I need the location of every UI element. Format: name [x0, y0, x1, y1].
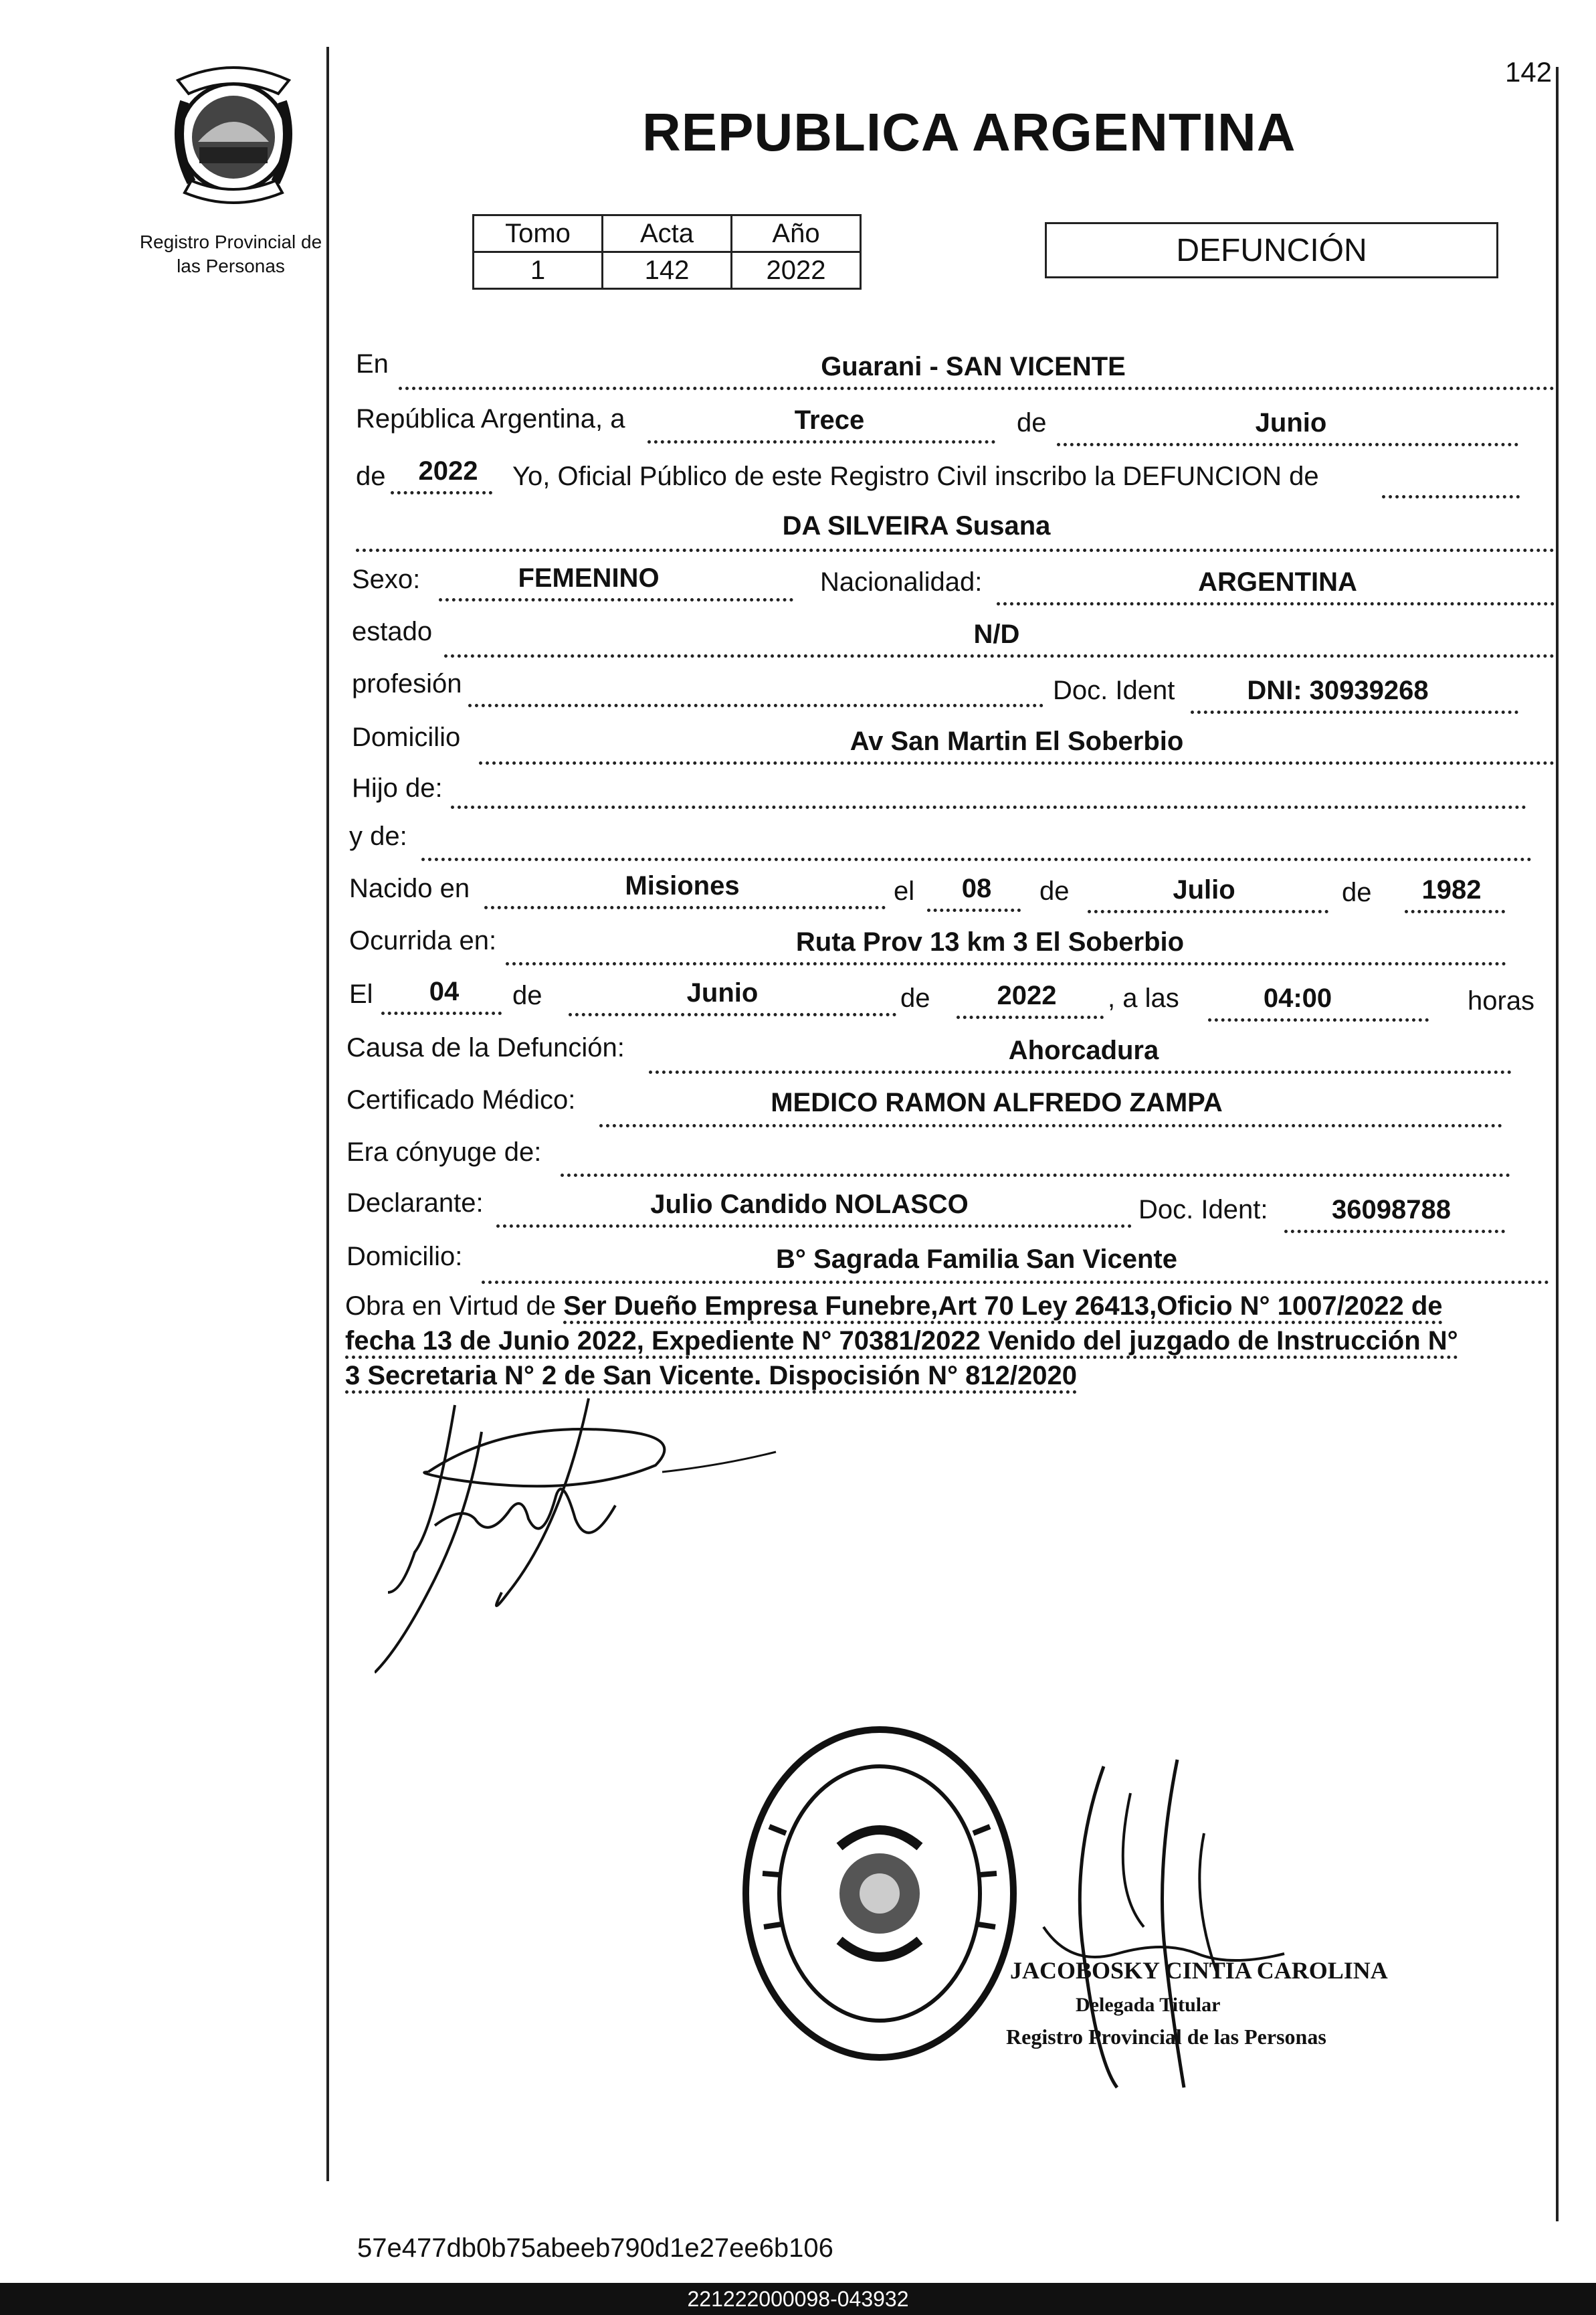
doc-ident-value: DNI: 30939268 [1247, 676, 1429, 705]
de-label: de [512, 981, 542, 1010]
dotted-line [1382, 495, 1520, 498]
legal-basis-paragraph [345, 1289, 1549, 1393]
declarant-doc-value: 36098788 [1332, 1195, 1451, 1224]
sex-label: Sexo: [352, 565, 421, 594]
acta-header-cell: Año [732, 215, 861, 252]
official-registry: Registro Provincial de las Personas [1006, 2025, 1326, 2049]
en-value: Guarani - SAN VICENTE [821, 352, 1126, 381]
spouse-label: Era cónyuge de: [346, 1137, 542, 1167]
misiones-emblem-icon [158, 62, 309, 213]
en-label: En [356, 349, 389, 379]
medical-cert-label: Certificado Médico: [346, 1085, 576, 1115]
page-title: REPUBLICA ARGENTINA [642, 102, 1296, 162]
dotted-line [997, 602, 1555, 606]
dotted-line [1208, 1018, 1429, 1022]
declarant-label: Declarante: [346, 1188, 484, 1218]
oficial-text: Yo, Oficial Público de este Registro Civil inscribo la DEFUNCION de [512, 462, 1319, 491]
dotted-line [599, 1124, 1502, 1127]
de-label: de [356, 462, 386, 491]
medical-cert-value: MEDICO RAMON ALFREDO ZAMPA [771, 1088, 1223, 1117]
acta-table-header-row [474, 215, 861, 252]
birth-place-value: Misiones [625, 871, 740, 901]
acta-value-cell: 142 [603, 252, 732, 289]
de-label: de [1342, 878, 1372, 907]
acta-value-cell: 2022 [732, 252, 861, 289]
dotted-line [439, 598, 793, 601]
domicile-label: Domicilio [352, 723, 461, 752]
dotted-line [451, 806, 1526, 809]
el-label: el [894, 876, 915, 906]
death-time-value: 04:00 [1263, 984, 1332, 1013]
dotted-line [482, 1281, 1549, 1284]
official-seal-icon [729, 1713, 1030, 2074]
sex-value: FEMENINO [518, 563, 660, 593]
and-of-label: y de: [349, 822, 407, 851]
declarant-domicile-label: Domicilio: [346, 1242, 463, 1271]
dotted-line [1191, 711, 1518, 714]
legal-basis-text: Ser Dueño Empresa Funebre,Art 70 Ley 26413,Oficio N° 1007/2022 de [563, 1291, 1442, 1324]
page-number: 142 [1505, 56, 1553, 88]
day-value: Trece [794, 405, 865, 435]
acta-table-value-row [474, 252, 861, 289]
nationality-value: ARGENTINA [1198, 567, 1357, 597]
official-role: Delegada Titular [1076, 1994, 1221, 2016]
dotted-line [1405, 910, 1505, 913]
dotted-line [468, 704, 1043, 707]
republica-label: República Argentina, a [356, 404, 625, 434]
dotted-line [391, 491, 492, 494]
dotted-line [569, 1013, 896, 1016]
birth-month-value: Julio [1173, 875, 1235, 905]
acta-header-cell: Acta [603, 215, 732, 252]
domicile-value: Av San Martin El Soberbio [850, 727, 1184, 756]
death-year-value: 2022 [997, 981, 1057, 1010]
dotted-line [421, 858, 1532, 861]
legal-basis-text: 3 Secretaria N° 2 de San Vicente. Dispocisión N° 812/2020 [345, 1361, 1077, 1394]
declarant-signature-icon [375, 1392, 789, 1686]
certificate-type-box: DEFUNCIÓN [1045, 222, 1498, 278]
dotted-line [647, 440, 995, 444]
dotted-line [1057, 443, 1518, 446]
year-value: 2022 [418, 456, 478, 486]
el-cap-label: El [349, 980, 373, 1009]
born-in-label: Nacido en [349, 874, 470, 903]
declarant-value: Julio Candido NOLASCO [650, 1190, 969, 1219]
dotted-line [1088, 910, 1328, 913]
de-label: de [1039, 876, 1070, 906]
dotted-line [496, 1224, 1132, 1228]
dotted-line [356, 549, 1555, 552]
deceased-name-value: DA SILVEIRA Susana [782, 511, 1051, 541]
death-month-value: Junio [686, 978, 759, 1008]
document-hash: 57e477db0b75abeeb790d1e27ee6b106 [357, 2233, 833, 2263]
dotted-line [649, 1071, 1512, 1074]
acta-table [472, 214, 862, 290]
civil-status-value: N/D [973, 620, 1020, 649]
birth-day-value: 08 [961, 874, 992, 903]
footer-code: 221222000098-043932 [0, 2283, 1596, 2315]
de-label: de [900, 984, 930, 1013]
dotted-line [1284, 1230, 1505, 1233]
doc-ident-label: Doc. Ident [1053, 676, 1175, 705]
right-margin-line [1556, 67, 1559, 2221]
dotted-line [381, 1012, 502, 1015]
son-of-label: Hijo de: [352, 773, 443, 803]
nationality-label: Nacionalidad: [820, 567, 983, 597]
occurred-in-value: Ruta Prov 13 km 3 El Soberbio [795, 927, 1185, 957]
death-day-value: 04 [429, 977, 460, 1006]
at-label: , a las [1108, 984, 1179, 1013]
left-margin-line [326, 47, 329, 2181]
acta-header-cell: Tomo [474, 215, 603, 252]
cause-label: Causa de la Defunción: [346, 1033, 625, 1062]
cause-value: Ahorcadura [1008, 1036, 1159, 1065]
dotted-line [444, 654, 1555, 658]
declarant-domicile-value: B° Sagrada Familia San Vicente [776, 1244, 1177, 1274]
legal-basis-text: fecha 13 de Junio 2022, Expediente N° 70381/2022 Venido del juzgado de Instrucción N° [345, 1326, 1458, 1359]
legal-basis-label: Obra en Virtud de [345, 1291, 557, 1321]
official-name: JACOBOSKY CINTIA CAROLINA [1010, 1957, 1388, 1984]
dotted-line [561, 1174, 1510, 1177]
birth-year-value: 1982 [1421, 875, 1482, 905]
dotted-line [484, 906, 886, 909]
hours-label: horas [1468, 986, 1535, 1016]
registry-label: Registro Provincial de las Personas [139, 232, 322, 276]
acta-value-cell: 1 [474, 252, 603, 289]
declarant-doc-label: Doc. Ident: [1138, 1195, 1268, 1224]
civil-status-label: estado [352, 617, 433, 646]
profession-label: profesión [352, 669, 462, 699]
dotted-line [927, 909, 1021, 912]
occurred-in-label: Ocurrida en: [349, 926, 497, 955]
dotted-line [506, 962, 1506, 965]
de-label: de [1017, 408, 1047, 438]
dotted-line [479, 761, 1555, 765]
month-value: Junio [1255, 408, 1327, 438]
dotted-line [957, 1016, 1104, 1019]
dotted-line [399, 387, 1555, 390]
